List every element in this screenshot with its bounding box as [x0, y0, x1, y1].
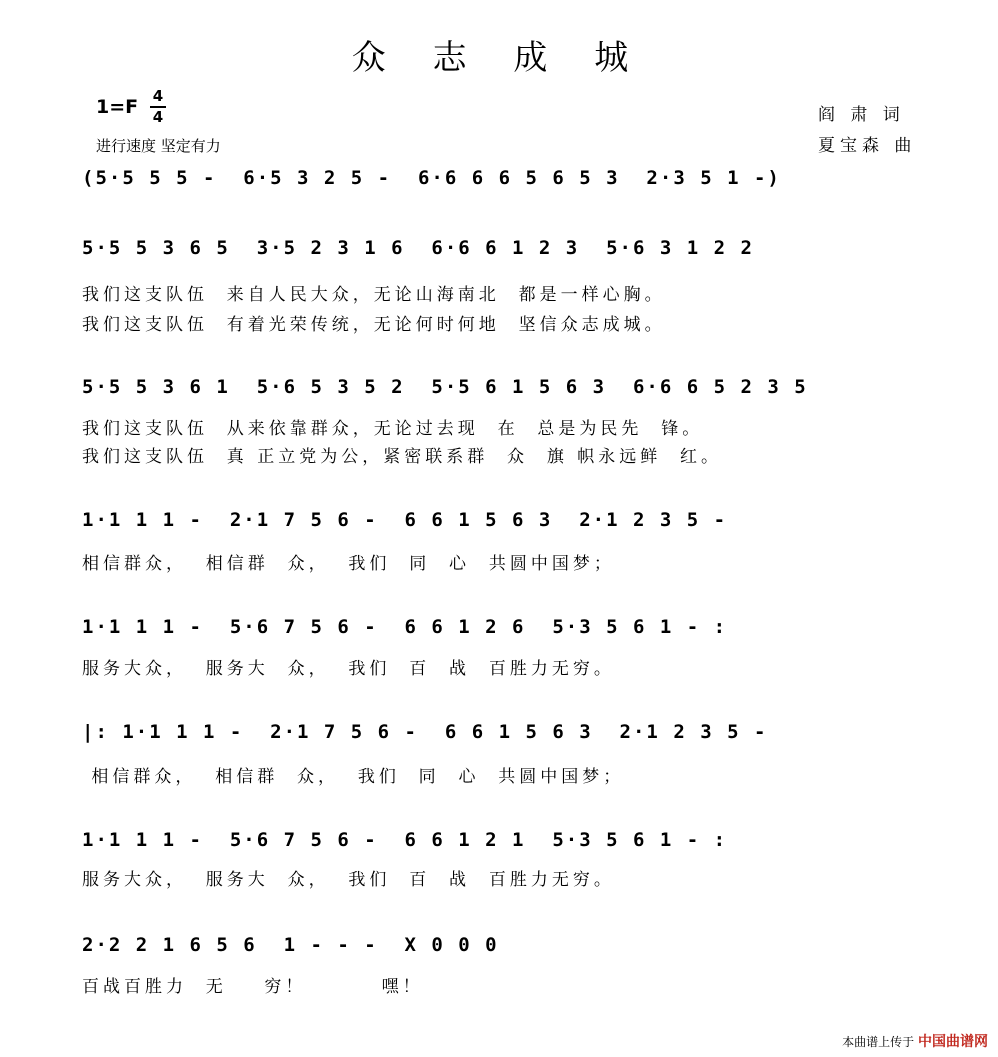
footer-source [842, 1031, 988, 1051]
lyric-line-3: 相信群众， 相信群 众， 我们 同 心 共圆中国梦； [82, 554, 615, 574]
lyricist-credit: 阎 肃 词 [818, 105, 905, 125]
notes-line-1: 5·5 5 3 6 5 3·5 2 3 1 6 6·6 6 1 2 3 5·6 3 1 2 2 [82, 237, 754, 259]
notes-line-5: |: 1·1 1 1 - 2·1 7 5 6 - 6 6 1 5 6 3 2·1 2 3 5 - [82, 721, 768, 743]
notes-line-2: 5·5 5 3 6 1 5·6 5 3 5 2 5·5 6 1 5 6 3 6·6 6 5 2 3 5 [82, 376, 808, 398]
stave-line-5 [82, 717, 942, 749]
lyric-line-5: 相信群众， 相信群 众， 我们 同 心 共圆中国梦； [82, 767, 625, 787]
footer-brand[interactable]: 中国曲谱网 [918, 1034, 988, 1050]
lyric-line-4: 服务大众， 服务大 众， 我们 百 战 百胜力无穷。 [82, 659, 615, 679]
song-title: 众 志 成 城 [351, 38, 647, 78]
lyric-line-2-verse-1: 我们这支队伍 从来依靠群众，无论过去现 在 总是为民先 锋。 [82, 419, 704, 439]
tempo-marking: 进行速度 坚定有力 [96, 137, 221, 155]
stave-line-2 [82, 372, 942, 404]
time-signature [150, 88, 166, 126]
time-sig-numerator: 4 [152, 87, 164, 105]
notes-line-0: (5·5 5 5 - 6·5 3 2 5 - 6·6 6 6 5 6 5 3 2·3 5 1 -) [82, 167, 781, 189]
composer-credit: 夏宝森 曲 [818, 136, 917, 156]
notes-line-4: 1·1 1 1 - 5·6 7 5 6 - 6 6 1 2 6 5·3 5 6 1 - : [82, 616, 728, 638]
lyric-line-1-verse-2: 我们这支队伍 有着光荣传统，无论何时何地 坚信众志成城。 [82, 315, 666, 335]
stave-line-3 [82, 505, 942, 537]
stave-line-1 [82, 233, 942, 265]
notes-line-6: 1·1 1 1 - 5·6 7 5 6 - 6 6 1 2 1 5·3 5 6 1 - : [82, 829, 728, 851]
lyric-line-7: 百战百胜力 无 穷！ 嘿！ [82, 977, 424, 997]
lyric-line-6: 服务大众， 服务大 众， 我们 百 战 百胜力无穷。 [82, 870, 615, 890]
lyric-line-1-verse-1: 我们这支队伍 来自人民大众，无论山海南北 都是一样心胸。 [82, 285, 666, 305]
notes-line-7: 2·2 2 1 6 5 6 1 - - - X 0 0 0 [82, 934, 499, 956]
time-sig-denominator: 4 [152, 108, 164, 126]
stave-line-0 [82, 163, 942, 195]
stave-line-4 [82, 612, 942, 644]
notes-line-3: 1·1 1 1 - 2·1 7 5 6 - 6 6 1 5 6 3 2·1 2 3 5 - [82, 509, 728, 531]
stave-line-6 [82, 825, 942, 857]
footer-prefix: 本曲谱上传于 [842, 1035, 915, 1049]
lyric-line-2-verse-2: 我们这支队伍 真 正立党为公，紧密联系群 众 旗 帜永远鲜 红。 [82, 447, 723, 467]
stave-line-7 [82, 930, 942, 962]
key-signature: 1=F [96, 96, 139, 118]
